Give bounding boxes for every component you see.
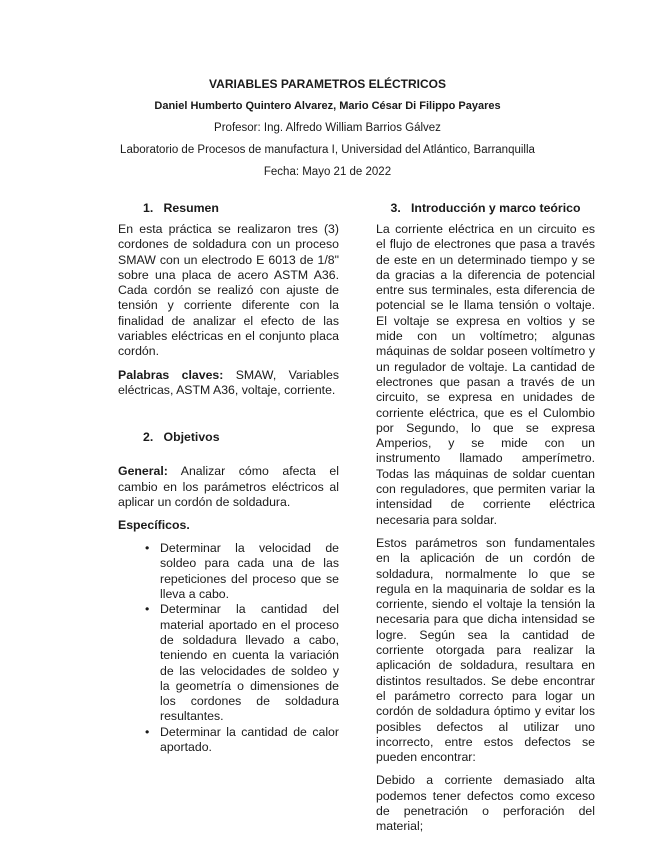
document-title: VARIABLES PARAMETROS ELÉCTRICOS xyxy=(209,77,446,91)
resumen-heading: 1. Resumen xyxy=(143,201,219,215)
introduccion-heading: 3. Introducción y marco teórico xyxy=(390,201,581,215)
bullet-icon: • xyxy=(145,602,150,617)
right-column xyxy=(376,201,595,835)
date: Fecha: Mayo 21 de 2022 xyxy=(263,166,392,178)
specific-objectives-list xyxy=(118,541,339,755)
bullet-icon: • xyxy=(145,724,150,739)
keywords-text: SMAW, Variables eléctricas, ASTM A36, voltaje, corriente. xyxy=(118,367,339,397)
especificos-label: Específicos. xyxy=(118,518,190,533)
objetivos-heading: 2. Objetivos xyxy=(143,430,220,445)
intro-paragraph-1: La corriente eléctrica en un circuito es el flujo de electrones que pasa a través de este en un determinado tiempo y se da gracias a la diferencia de potencial entre sus terminales, esta diferencia de potencial se le llama tensión o voltaje. El voltaje se expresa en voltios y se mide con un voltímetro; algunas máquinas de soldar poseen voltímetro y un regulador de voltaje. La cantidad de electrones que pasan a través de un circuito, se expresa en unidades de corriente eléctrica, que es el Culombio por Segundo, lo que se expresa Amperios, y se mide con un instrumento llamado amperímetro. Todas las máquinas de soldar cuentan con reguladores, que permiten variar la intensidad de corriente eléctrica necesaria para soldar. xyxy=(376,222,595,527)
intro-paragraph-3: Debido a corriente demasiado alta podemos tener defectos como exceso de penetración o perforación del material; xyxy=(376,773,595,834)
list-item: • Determinar la cantidad del material aportado en el proceso de soldadura llevado a cabo, teniendo en cuenta la variación de las velocidades de soldeo y la geometría o dimensiones de los cordones de soldadura resultantes. xyxy=(145,602,339,724)
professor: Profesor: Ing. Alfredo William Barrios Gálvez xyxy=(214,122,441,134)
affiliation: Laboratorio de Procesos de manufactura I, Universidad del Atlántico, Barranquilla xyxy=(120,144,535,156)
general-label: General: xyxy=(118,464,168,479)
bullet-icon: • xyxy=(145,541,150,556)
general-objective xyxy=(118,464,339,510)
general-text: Analizar cómo afecta el cambio en los parámetros eléctricos al aplicar un cordón de soldadura. xyxy=(118,464,339,509)
list-item: • Determinar la velocidad de soldeo para cada una de las repeticiones del proceso que se lleva a cabo. xyxy=(145,541,339,602)
list-item: • Determinar la cantidad de calor aportado. xyxy=(145,724,339,755)
keywords xyxy=(118,368,339,399)
left-column xyxy=(118,201,339,755)
authors: Daniel Humberto Quintero Alvarez, Mario César Di Filippo Payares xyxy=(154,100,501,112)
keywords-label: Palabras claves: xyxy=(118,367,224,382)
intro-paragraph-2: Estos parámetros son fundamentales en la aplicación de un cordón de soldadura, normalmente lo que se regula en la maquinaria de soldar es la corriente, siendo el voltaje la tensión la necesaria para que dicha intensidad se logre. Según sea la cantidad de corriente otorgada para realizar la aplicación de soldadura, resultara en distintos resultados. Se debe encontrar el parámetro correcto para logar un cordón de soldadura óptimo y evitar los posibles defectos al utilizar uno incorrecto, entre estos defectos se pueden encontrar: xyxy=(376,535,595,765)
resumen-text: En esta práctica se realizaron tres (3) cordones de soldadura con un proceso SMAW con un electrodo E 6013 de 1/8" sobre una placa de acero ASTM A36. Cada cordón se realizó con ajuste de tensión y corriente diferente con la finalidad de analizar el efecto de las variables eléctricas en el conjunto placa cordón. xyxy=(118,222,339,359)
